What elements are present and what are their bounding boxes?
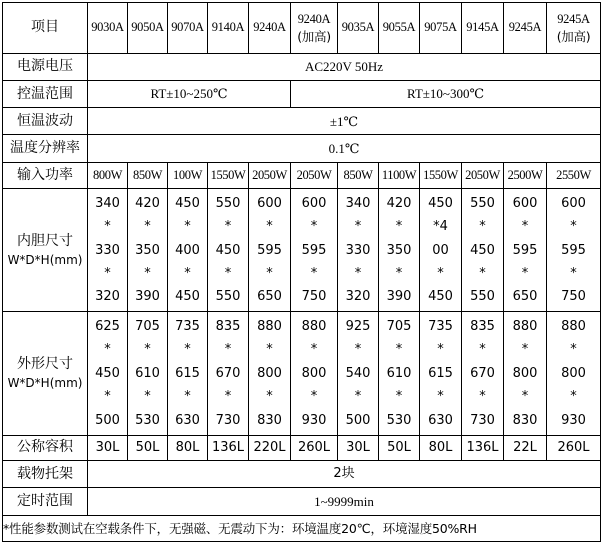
power-value: 1100W <box>379 162 420 188</box>
dim-part: 330 <box>345 242 371 258</box>
temp-range-value-a: RT±10~250℃ <box>88 80 291 107</box>
dim-part: 550 <box>470 195 495 211</box>
dim-part: * <box>521 219 529 235</box>
dim-part: 450 <box>175 195 200 211</box>
inner-dims-cell <box>88 189 128 312</box>
fluctuation-label: 恒温波动 <box>3 108 88 135</box>
dim-part: * <box>184 265 191 281</box>
inner-dims-row <box>3 189 601 312</box>
timer-value: 1~9999min <box>88 488 601 515</box>
resolution-value: 0.1℃ <box>88 135 601 162</box>
inner-dims-cell <box>249 189 291 312</box>
model-suffix: (加高) <box>297 28 331 44</box>
dim-part: * <box>354 389 362 405</box>
spec-table-body <box>3 3 601 542</box>
dim-part: 750 <box>301 289 327 305</box>
dim-part: 615 <box>175 365 200 381</box>
model-header: 9145A <box>462 3 504 54</box>
volume-value: 260L <box>291 435 338 460</box>
inner-dims-title: 内胆尺寸 <box>17 233 73 250</box>
temp-range-label: 控温范围 <box>3 80 88 107</box>
dim-part: * <box>395 342 403 358</box>
model-header: 9070A <box>168 3 208 54</box>
outer-dims-unit: W*D*H(mm) <box>7 376 83 391</box>
temp-range-value-b: RT±10~300℃ <box>291 80 601 107</box>
dim-part: * <box>395 219 403 235</box>
dim-part: 600 <box>561 195 586 211</box>
power-value: 1550W <box>420 162 462 188</box>
dim-part: 600 <box>301 195 327 211</box>
dim-part: * <box>437 265 444 281</box>
dim-part: * <box>310 219 318 235</box>
model-header: 9055A <box>379 3 420 54</box>
volume-value: 22L <box>504 435 547 460</box>
dim-part: 595 <box>301 242 327 258</box>
dim-part: * <box>521 389 529 405</box>
dim-part: 830 <box>257 412 282 428</box>
dim-part: 735 <box>428 319 453 335</box>
dim-part: 800 <box>301 365 327 381</box>
dim-part: 830 <box>512 412 538 428</box>
dim-part: 340 <box>95 195 120 211</box>
header-label: 项目 <box>3 3 88 54</box>
dim-part: 530 <box>386 412 412 428</box>
dim-part: 350 <box>386 242 412 258</box>
dim-part: * <box>266 389 273 405</box>
dim-part: * <box>570 389 577 405</box>
outer-dims-cell <box>168 312 208 435</box>
dim-part: 880 <box>512 319 538 335</box>
model-header: 9075A <box>420 3 462 54</box>
dim-part: 340 <box>345 195 371 211</box>
dim-part: 930 <box>561 412 586 428</box>
dim-part: 530 <box>135 412 160 428</box>
model-header <box>291 3 338 54</box>
dim-part: 450 <box>428 289 453 305</box>
inner-dims-cell <box>379 189 420 312</box>
dim-part: 610 <box>135 365 160 381</box>
inner-dims-cell <box>504 189 547 312</box>
dim-part: 800 <box>512 365 538 381</box>
dim-part: 880 <box>561 319 586 335</box>
dim-part: * <box>310 342 318 358</box>
spec-table <box>2 2 601 542</box>
shelves-value: 2块 <box>88 461 601 488</box>
model-header <box>547 3 601 54</box>
power-row <box>3 162 601 188</box>
volume-label: 公称容积 <box>3 435 88 460</box>
dim-part: 705 <box>135 319 160 335</box>
volume-value: 50L <box>128 435 168 460</box>
dim-part: 670 <box>215 365 241 381</box>
model-header: 9030A <box>88 3 128 54</box>
inner-dims-cell <box>420 189 462 312</box>
model-name: 9240A <box>297 11 331 26</box>
dim-part: 320 <box>345 289 371 305</box>
power-value: 2550W <box>547 162 601 188</box>
outer-dims-row <box>3 312 601 435</box>
inner-dims-cell <box>168 189 208 312</box>
dim-part: * <box>479 219 486 235</box>
outer-dims-cell <box>249 312 291 435</box>
dim-part: * <box>521 342 529 358</box>
power-value: 2050W <box>291 162 338 188</box>
dim-part: 705 <box>386 319 412 335</box>
dim-part: 450 <box>470 242 495 258</box>
inner-dims-label <box>3 189 88 312</box>
dim-part: * <box>104 265 111 281</box>
outer-dims-cell <box>504 312 547 435</box>
volume-row <box>3 435 601 460</box>
dim-part: 835 <box>470 319 495 335</box>
dim-part: 550 <box>215 195 241 211</box>
dim-part: * <box>479 389 486 405</box>
power-value: 800W <box>88 162 128 188</box>
dim-part: 420 <box>386 195 412 211</box>
dim-part: 595 <box>512 242 538 258</box>
dim-part: * <box>266 219 273 235</box>
dim-part: * <box>437 389 444 405</box>
dim-part: * <box>144 342 151 358</box>
header-row <box>3 3 601 54</box>
dim-part: 925 <box>345 319 371 335</box>
timer-row <box>3 488 601 515</box>
dim-part: 610 <box>386 365 412 381</box>
inner-dims-cell <box>462 189 504 312</box>
dim-part: * <box>144 389 151 405</box>
outer-dims-cell <box>291 312 338 435</box>
outer-dims-cell <box>547 312 601 435</box>
volume-value: 220L <box>249 435 291 460</box>
model-header: 9050A <box>128 3 168 54</box>
dim-part: 750 <box>561 289 586 305</box>
outer-dims-cell <box>338 312 379 435</box>
dim-part: 800 <box>257 365 282 381</box>
dim-part: * <box>521 265 529 281</box>
dim-part: 650 <box>512 289 538 305</box>
dim-part: 625 <box>95 319 120 335</box>
power-value: 850W <box>128 162 168 188</box>
dim-part: * <box>266 342 273 358</box>
dim-part: *4 <box>433 219 448 235</box>
dim-part: 540 <box>345 365 371 381</box>
outer-dims-label <box>3 312 88 435</box>
dim-part: 00 <box>432 242 449 258</box>
voltage-label: 电源电压 <box>3 53 88 80</box>
dim-part: 650 <box>257 289 282 305</box>
volume-value: 30L <box>88 435 128 460</box>
dim-part: 550 <box>215 289 241 305</box>
dim-part: 800 <box>561 365 586 381</box>
outer-dims-cell <box>88 312 128 435</box>
resolution-label: 温度分辨率 <box>3 135 88 162</box>
temp-range-row <box>3 80 601 107</box>
dim-part: 450 <box>95 365 120 381</box>
dim-part: 500 <box>95 412 120 428</box>
inner-dims-cell <box>291 189 338 312</box>
dim-part: * <box>144 219 151 235</box>
inner-dims-unit: W*D*H(mm) <box>7 252 83 267</box>
shelves-row <box>3 461 601 488</box>
dim-part: 595 <box>257 242 282 258</box>
dim-part: 320 <box>95 289 120 305</box>
voltage-value: AC220V 50Hz <box>88 53 601 80</box>
model-header: 9140A <box>208 3 249 54</box>
dim-part: 450 <box>175 289 200 305</box>
fluctuation-value: ±1℃ <box>88 108 601 135</box>
dim-part: 500 <box>345 412 371 428</box>
dim-part: * <box>224 342 232 358</box>
inner-dims-cell <box>547 189 601 312</box>
dim-part: * <box>144 265 151 281</box>
dim-part: * <box>479 265 486 281</box>
dim-part: * <box>310 389 318 405</box>
dim-part: 670 <box>470 365 495 381</box>
dim-part: 615 <box>428 365 453 381</box>
model-header: 9245A <box>504 3 547 54</box>
dim-part: * <box>310 265 318 281</box>
note-row <box>3 515 601 541</box>
dim-part: 730 <box>215 412 241 428</box>
volume-value: 80L <box>168 435 208 460</box>
volume-value: 136L <box>208 435 249 460</box>
inner-dims-cell <box>338 189 379 312</box>
dim-part: * <box>570 219 577 235</box>
dim-part: * <box>354 342 362 358</box>
dim-part: 630 <box>175 412 200 428</box>
model-name: 9245A <box>557 11 590 26</box>
dim-part: * <box>224 389 232 405</box>
dim-part: 550 <box>470 289 495 305</box>
dim-part: * <box>184 389 191 405</box>
model-header: 9035A <box>338 3 379 54</box>
dim-part: 420 <box>135 195 160 211</box>
dim-part: 595 <box>561 242 586 258</box>
power-value: 100W <box>168 162 208 188</box>
dim-part: * <box>354 265 362 281</box>
timer-label: 定时范围 <box>3 488 88 515</box>
power-value: 1550W <box>208 162 249 188</box>
dim-part: 330 <box>95 242 120 258</box>
dim-part: 880 <box>257 319 282 335</box>
volume-value: 260L <box>547 435 601 460</box>
dim-part: 600 <box>257 195 282 211</box>
dim-part: * <box>570 265 577 281</box>
dim-part: 735 <box>175 319 200 335</box>
dim-part: * <box>224 265 232 281</box>
dim-part: * <box>395 389 403 405</box>
dim-part: 400 <box>175 242 200 258</box>
volume-value: 30L <box>338 435 379 460</box>
dim-part: * <box>479 342 486 358</box>
volume-value: 50L <box>379 435 420 460</box>
dim-part: * <box>184 219 191 235</box>
outer-dims-cell <box>208 312 249 435</box>
dim-part: * <box>395 265 403 281</box>
dim-part: * <box>184 342 191 358</box>
model-header: 9240A <box>249 3 291 54</box>
dim-part: * <box>224 219 232 235</box>
model-suffix: (加高) <box>556 28 591 44</box>
power-value: 2050W <box>462 162 504 188</box>
dim-part: 730 <box>470 412 495 428</box>
outer-dims-title: 外形尺寸 <box>17 356 73 373</box>
dim-part: * <box>104 219 111 235</box>
dim-part: * <box>104 389 111 405</box>
outer-dims-cell <box>128 312 168 435</box>
dim-part: 450 <box>428 195 453 211</box>
dim-part: 390 <box>135 289 160 305</box>
inner-dims-cell <box>128 189 168 312</box>
power-value: 2500W <box>504 162 547 188</box>
power-value: 850W <box>338 162 379 188</box>
footnote: *性能参数测试在空载条件下，无强磁、无震动下为：环境温度20℃，环境湿度50%RH <box>3 515 601 541</box>
outer-dims-cell <box>379 312 420 435</box>
voltage-row <box>3 53 601 80</box>
dim-part: * <box>570 342 577 358</box>
dim-part: 930 <box>301 412 327 428</box>
dim-part: 390 <box>386 289 412 305</box>
dim-part: 630 <box>428 412 453 428</box>
power-value: 2050W <box>249 162 291 188</box>
power-label: 输入功率 <box>3 162 88 188</box>
shelves-label: 载物托架 <box>3 461 88 488</box>
outer-dims-cell <box>462 312 504 435</box>
dim-part: * <box>266 265 273 281</box>
volume-value: 80L <box>420 435 462 460</box>
inner-dims-cell <box>208 189 249 312</box>
volume-value: 136L <box>462 435 504 460</box>
dim-part: * <box>437 342 444 358</box>
resolution-row <box>3 135 601 162</box>
outer-dims-cell <box>420 312 462 435</box>
dim-part: 835 <box>215 319 241 335</box>
dim-part: 450 <box>215 242 241 258</box>
fluctuation-row <box>3 108 601 135</box>
dim-part: 350 <box>135 242 160 258</box>
dim-part: * <box>104 342 111 358</box>
dim-part: 600 <box>512 195 538 211</box>
dim-part: * <box>354 219 362 235</box>
dim-part: 880 <box>301 319 327 335</box>
